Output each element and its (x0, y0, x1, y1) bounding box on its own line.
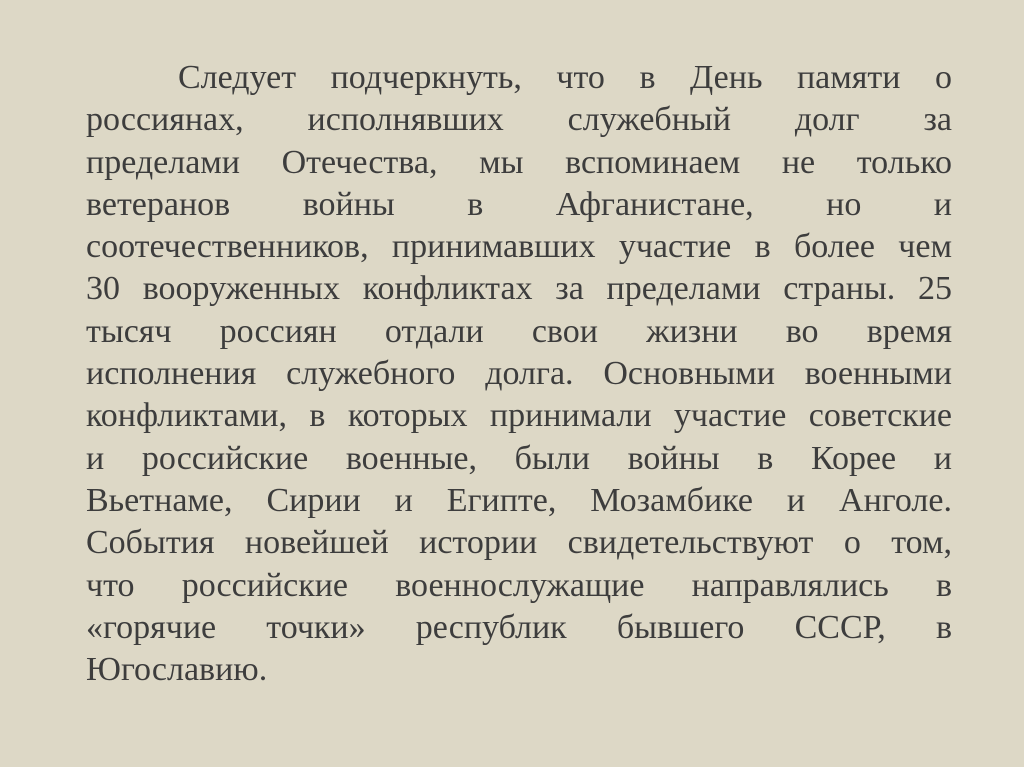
paragraph-line: «горячие точки» республик бывшего СССР, в (86, 608, 952, 646)
paragraph-line: ветеранов войны в Афганистане, но и (86, 185, 952, 223)
paragraph-line: пределами Отечества, мы вспоминаем не только (86, 143, 952, 181)
paragraph-line: что российские военнослужащие направлялись в (86, 566, 952, 604)
paragraph-line: Югославию. (86, 651, 268, 689)
paragraph-line: конфликтами, в которых принимали участие советские (86, 397, 952, 435)
paragraph-line: тысяч россиян отдали свои жизни во время (86, 312, 952, 350)
paragraph-line: Следует подчеркнуть, что в День памяти о (178, 59, 952, 96)
paragraph-line: россиянах, исполнявших служебный долг за (86, 101, 952, 139)
body-paragraph (86, 57, 952, 691)
paragraph-line: События новейшей истории свидетельствуют о том, (86, 524, 952, 562)
paragraph-line: и российские военные, были войны в Корее и (86, 439, 952, 477)
paragraph-line: 30 вооруженных конфликтах за пределами страны. 25 (86, 270, 952, 308)
paragraph-line: соотечественников, принимавших участие в более чем (86, 228, 952, 266)
paragraph-line: Вьетнаме, Сирии и Египте, Мозамбике и Анголе. (86, 481, 952, 519)
paragraph-line: исполнения служебного долга. Основными военными (86, 355, 952, 393)
